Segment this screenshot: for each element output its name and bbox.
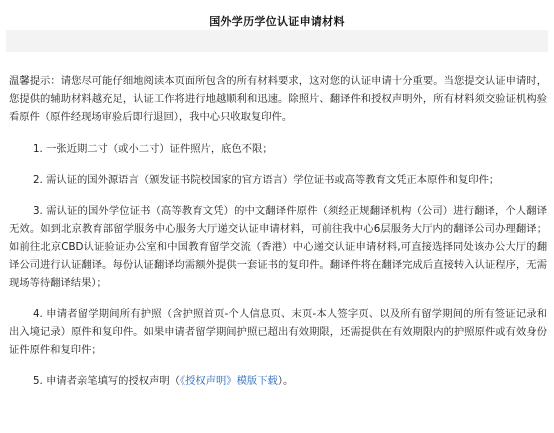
requirement-item-photo: 1. 一张近期二寸（或小二寸）证件照片，底色不限； <box>33 143 273 155</box>
notice-paragraph <box>9 72 547 126</box>
requirements-list <box>9 140 547 390</box>
requirement-item-original-degree: 2. 需认证的国外源语言（颁发证书院校国家的官方语言）学位证书或高等教育文凭正本原件和复印件； <box>33 174 500 186</box>
notice-label: 温馨提示： <box>9 75 61 87</box>
page-title: 国外学历学位认证申请材料 <box>209 15 345 28</box>
requirement-item-passport: 4. 申请者留学期间所有护照（含护照首页-个人信息页、末页-本人签字页、以及所有留学期间的所有签证记录和出入境记录）原件和复印件。如果申请者留学期间护照已超出有效期限，还需提供在有效期限内的护照原件或有效身份证件原件和复印件； <box>9 308 547 356</box>
authorization-suffix: ）。 <box>277 375 294 387</box>
authorization-template-download-link[interactable]: 《授权声明》模版下载 <box>179 375 278 387</box>
requirement-item-authorization <box>9 372 547 390</box>
document-body <box>9 72 547 390</box>
requirement-item-translation: 3. 需认证的国外学位证书（高等教育文凭）的中文翻译件原件（须经正规翻译机构（公司）进行翻译，个人翻译无效。如到北京教育部留学服务中心服务大厅递交认证申请材料，可前往我中心6层服务大厅内的翻译公司办理翻译；如前往北京CBD认证验证办公室和中国教育留学交流（香港）中心递交认证申请材料,可直接选择同处该办公大厅的翻译公司进行认证翻译。每份认证翻译均需额外提供一套证书的复印件。翻译件将在翻译完成后直接转入认证程序，无需现场等待翻译结果）； <box>9 205 547 289</box>
notice-text: 请您尽可能仔细地阅读本页面所包含的所有材料要求，这对您的认证申请十分重要。当您提交认证申请时，您提供的辅助材料越充足，认证工作将进行地越顺利和迅速。除照片、翻译件和授权声明外，所有材料须交验证机构验看原件（原件经现场审验后即行退回），我中心只收取复印件。 <box>9 75 548 123</box>
authorization-prefix: 5. 申请者亲笔填写的授权声明（ <box>33 375 180 387</box>
title-band <box>6 30 548 52</box>
